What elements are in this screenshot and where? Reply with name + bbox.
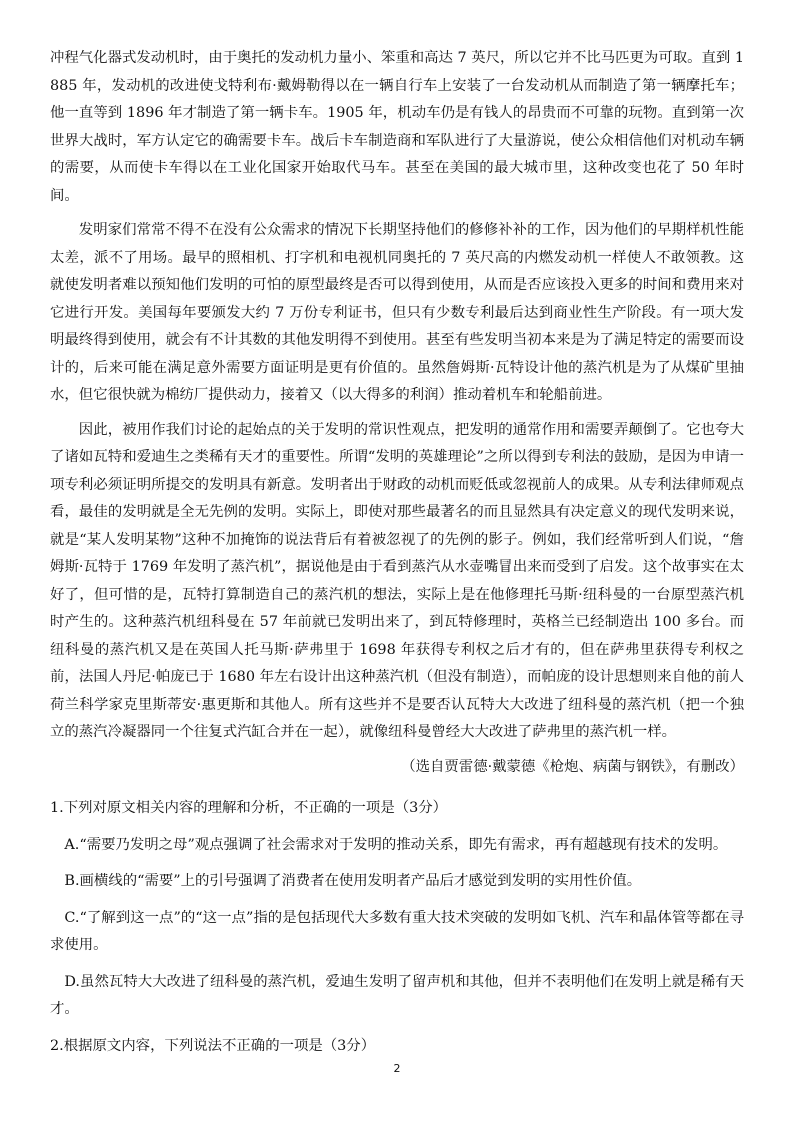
question-1 [50, 795, 744, 1024]
question-1-option-b: B.画横线的“需要”上的引号强调了消费者在使用发明者产品后才感觉到发明的实用性价值。 [64, 873, 642, 889]
article-paragraph-3: 因此，被用作我们讨论的起始点的关于发明的常识性观点，把发明的通常作用和需要弄颠倒了。它也夸大了诸如瓦特和爱迪生之类稀有天才的重要性。所谓“发明的英雄理论”之所以得到专利法的鼓励，是因为申请一项专利必须证明所提交的发明具有新意。发明者出于财政的动机而贬低或忽视前人的成果。从专利法律师观点看，最佳的发明就是全无先例的发明。实际上，即使对那些最著名的而且显然具有决定意义的现代发明来说，就是“某人发明某物”这种不加掩饰的说法背后有着被忽视了的先例的影子。例如，我们经常听到人们说，“詹姆斯·瓦特于 1769 年发明了蒸汽机”，据说他是由于看到蒸汽从水壶嘴冒出来而受到了启发。这个故事实在太好了，但可惜的是，瓦特打算制造自己的蒸汽机的想法，实际上是在他修理托马斯·纽科曼的一台原型蒸汽机时产生的。这种蒸汽机纽科曼在 57 年前就已发明出来了，到瓦特修理时，英格兰已经制造出 100 多台。而纽科曼的蒸汽机又是在英国人托马斯·萨弗里于 1698 年获得专利权之后才有的，但在萨弗里获得专利权之前，法国人丹尼·帕庞已于 1680 年左右设计出这种蒸汽机（但没有制造），而帕庞的设计思想则来自他的前人荷兰科学家克里斯蒂安·惠更斯和其他人。所有这些并不是要否认瓦特大大改进了纽科曼的蒸汽机（把一个独立的蒸汽冷凝器同一个往复式汽缸合并在一起），就像纽科曼曾经大大改进了萨弗里的蒸汽机一样。 [50, 421, 744, 740]
article-source: （选自贾雷德·戴蒙德《枪炮、病菌与钢铁》，有删改） [401, 758, 744, 775]
article-paragraph-2: 发明家们常常不得不在没有公众需求的情况下长期坚持他们的修修补补的工作，因为他们的早期样机性能太差，派不了用场。最早的照相机、打字机和电视机同奥托的 7 英尺高的内燃发动机一样使人不敢领教。这就使发明者难以预知他们发明的可怕的原型最终是否可以得到使用，从而是否应该投入更多的时间和费用来对它进行开发。美国每年要颁发大约 7 万份专利证书，但只有少数专利最后达到商业性生产阶段。有一项大发明最终得到使用，就会有不计其数的其他发明得不到使用。甚至有些发明当初本来是为了满足特定的需要而设计的，后来可能在满足意外需要方面证明是更有价值的。虽然詹姆斯·瓦特设计他的蒸汽机是为了从煤矿里抽水，但它很快就为棉纺厂提供动力，接着又（以大得多的利润）推动着机车和轮船前进。 [50, 222, 744, 403]
question-2 [50, 1033, 744, 1061]
article-paragraph-1: 冲程气化器式发动机时，由于奥托的发动机力量小、笨重和高达 7 英尺，所以它并不比马匹更为可取。直到 1885 年，发动机的改进使戈特利布·戴姆勒得以在一辆自行车上安装了一台发动机从而制造了第一辆摩托车；他一直等到 1896 年才制造了第一辆卡车。1905 年，机动车仍是有钱人的昂贵而不可靠的玩物。直到第一次世界大战时，军方认定它的确需要卡车。战后卡车制造商和军队进行了大量游说，使公众相信他们对机动车辆的需要，从而使卡车得以在工业化国家开始取代马车。甚至在美国的最大城市里，这种改变也花了 50 年时间。 [50, 50, 745, 204]
question-1-stem: 1.下列对原文相关内容的理解和分析，不正确的一项是（3分） [50, 800, 448, 816]
question-1-option-c: C.“了解到这一点”的“这一点”指的是包括现代大多数有重大技术突破的发明如飞机、汽车和晶体管等都在寻求使用。 [50, 909, 744, 953]
question-1-option-a: A.“需要乃发明之母”观点强调了社会需求对于发明的推动关系，即先有需求，再有超越现有技术的发明。 [64, 836, 728, 853]
question-2-stem: 2.根据原文内容，下列说法不正确的一项是（3分） [50, 1037, 376, 1054]
question-1-option-d: D.虽然瓦特大大改进了纽科曼的蒸汽机，爱迪生发明了留声机和其他，但并不表明他们在发明上就是稀有天才。 [50, 973, 744, 1017]
page-number: 2 [393, 1062, 401, 1075]
